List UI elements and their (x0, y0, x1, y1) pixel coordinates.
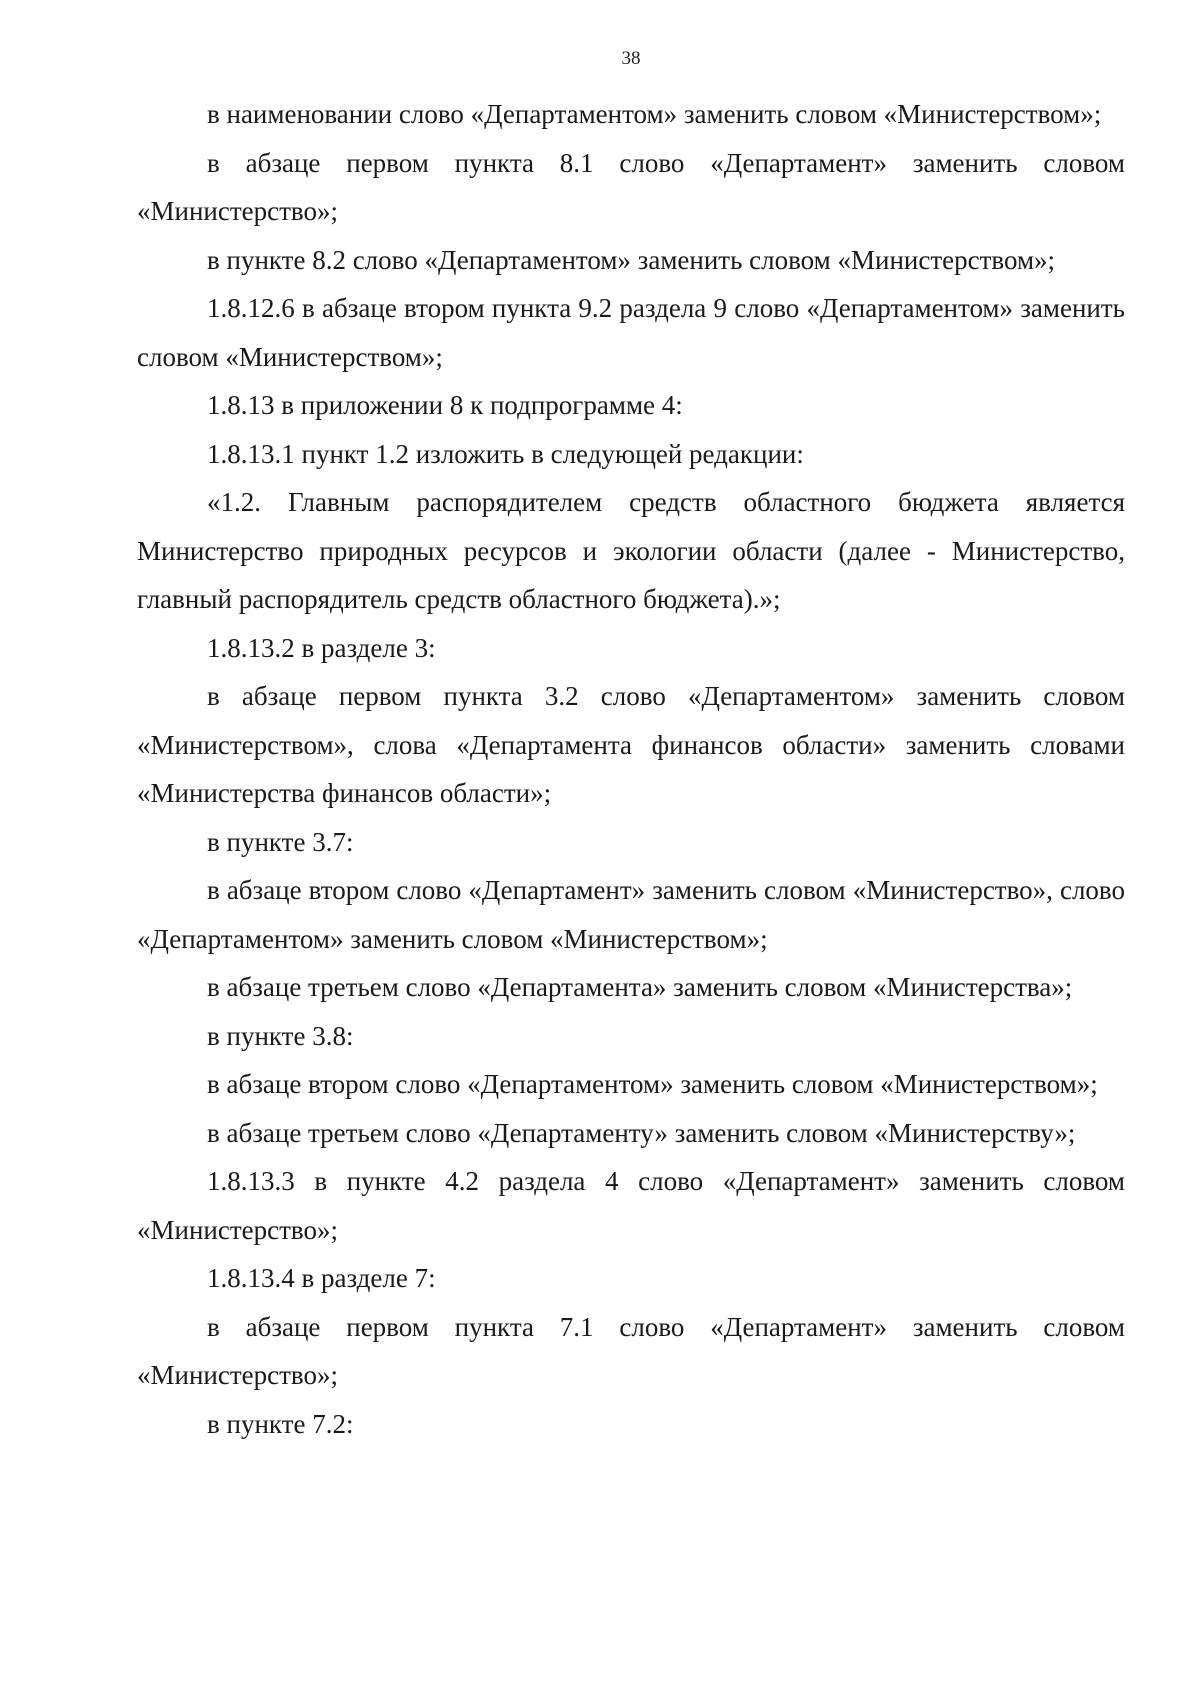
paragraph: 1.8.13.2 в разделе 3: (207, 632, 436, 663)
paragraph: в пункте 7.2: (207, 1408, 354, 1439)
paragraph: 1.8.13.4 в разделе 7: (207, 1263, 436, 1293)
paragraph: в абзаце втором слово «Департаментом» заменить словом «Министерством»; (207, 1069, 1098, 1099)
paragraph: 1.8.13.1 пункт 1.2 изложить в следующей редакции: (207, 438, 804, 469)
paragraph: в наименовании слово «Департаментом» заменить словом «Министерством»; (207, 99, 1102, 129)
paragraph: 1.8.12.6 в абзаце втором пункта 9.2 раздела 9 слово «Департаментом» заменить словом «Министерством»; (137, 293, 1125, 372)
paragraph: в абзаце втором слово «Департамент» заменить словом «Министерство», слово «Департаментом» заменить словом «Министерством»; (137, 875, 1125, 954)
paragraph: 1.8.13 в приложении 8 к подпрограмме 4: (207, 390, 683, 420)
paragraph: в пункте 8.2 слово «Департаментом» заменить словом «Министерством»; (207, 244, 1056, 275)
paragraph: «1.2. Главным распорядителем средств областного бюджета является Министерство природных ресурсов и экологии области (далее - Министерство, главный распорядитель средств областного бюджета).»; (137, 487, 1125, 614)
paragraph: в абзаце третьем слово «Департаменту» заменить словом «Министерству»; (207, 1117, 1076, 1148)
paragraph: в абзаце первом пункта 3.2 слово «Департаментом» заменить словом «Министерством», слова «Департамента финансов области» заменить словами «Министерства финансов области»; (137, 681, 1125, 808)
paragraph: в абзаце третьем слово «Департамента» заменить словом «Министерства»; (207, 972, 1073, 1002)
paragraph: в пункте 3.7: (207, 826, 354, 857)
page-number: 38 (621, 48, 641, 69)
paragraph: 1.8.13.3 в пункте 4.2 раздела 4 слово «Департамент» заменить словом «Министерство»; (137, 1166, 1125, 1245)
paragraph: в абзаце первом пункта 8.1 слово «Департамент» заменить словом «Министерство»; (137, 147, 1125, 226)
paragraph: в абзаце первом пункта 7.1 слово «Департамент» заменить словом «Министерство»; (137, 1311, 1125, 1390)
document-body (137, 90, 1125, 1448)
paragraph: в пункте 3.8: (207, 1020, 354, 1051)
